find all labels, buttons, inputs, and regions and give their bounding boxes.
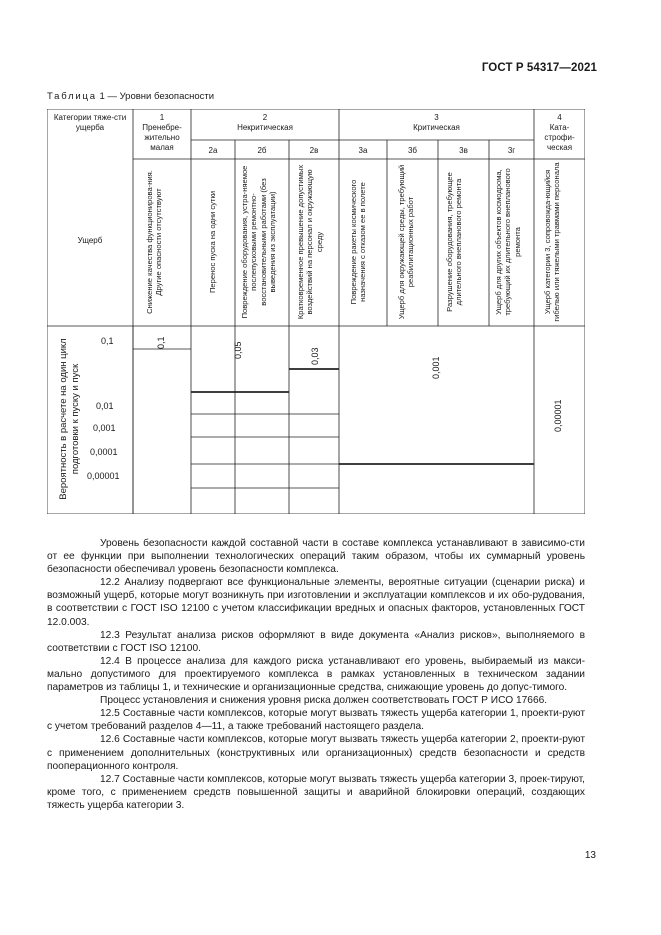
paragraph: 12.3 Результат анализа рисков оформляют в виде документа «Анализ рисков», выполняемого в соответствии с ГОСТ ISO 12100.	[47, 629, 585, 654]
safety-levels-table	[47, 109, 585, 514]
table-caption-title: — Уровни безопасности	[107, 91, 215, 102]
damage-desc-2b: Повреждение оборудования, устра-няемое послепусковыми ремонтно-восстановительными работами (без выведения из эксплуатации)	[240, 165, 278, 319]
category-1-name: Пренебре-жительно малая	[142, 123, 182, 152]
cell-value-cat4: 0,00001	[553, 399, 563, 432]
category-2-header	[193, 113, 337, 133]
probability-value: 0,00001	[87, 471, 120, 481]
paragraph: 12.5 Составные части комплексов, которые могут вызвать тяжесть ущерба категории 1, проекти-руют с учетом требований разделов 4—11, а также требований настоящего раздела.	[47, 708, 585, 733]
table-caption	[47, 91, 214, 102]
category-2-number: 2	[262, 113, 268, 122]
paragraph: 12.2 Анализу подвергают все функциональные элементы, вероятные ситуации (сценарии риска) и возможный ущерб, которые могут возникнуть при изготовлении и эксплуатации комплексов и их обо-рудования, в соответствии с ГОСТ ISO 12100 с учетом классификации вредных и опасных факторов, установленных ГОСТ 12.0.003.	[47, 577, 585, 628]
damage-desc-2a: Перенос пуска на одни сутки	[208, 190, 217, 294]
cell-value-cat3: 0,001	[431, 356, 441, 379]
body-text	[47, 537, 585, 812]
table-caption-number: 1	[99, 91, 105, 102]
category-1-header	[135, 113, 189, 153]
category-4-header	[536, 113, 583, 153]
damage-desc-3b: Ущерб для окружающей среды, требующий реабилитационных работ	[397, 164, 416, 320]
subcategory-2b: 2б	[257, 146, 267, 155]
paragraph: 12.6 Составные части комплексов, которые могут вызвать тяжесть ущерба категории 2, проекти-руют с применением дополнительных (конструктивных или организационных) средств безопасности и средств пооперационного контроля.	[47, 734, 585, 772]
probability-value: 0,001	[93, 423, 116, 433]
damage-desc-2v: Кратковременное превышение допустимых воздействий на персонал и окружающую среду	[296, 164, 324, 320]
subcategory-3a: 3а	[358, 146, 368, 155]
row-header-title: Категории тяже-сти ущерба	[53, 113, 127, 132]
table-caption-prefix: Таблица	[47, 91, 97, 102]
damage-desc-3g: Ущерб для других объектов космодрома, требующий их длительного внепланового ремонта	[494, 168, 522, 316]
damage-desc-3a: Повреждение ракеты космического назначения с отказом ее в полете	[349, 179, 368, 305]
probability-value: 0,0001	[90, 447, 118, 457]
probability-label: Вероятность в расчете на один цикл подготовки к пуску и пуск	[58, 338, 81, 500]
probability-value: 0,01	[96, 401, 114, 411]
subcategory-2a: 2а	[208, 146, 218, 155]
damage-desc-cat1: Снижение качества функционирова-ния. Другие опасности отсутствуют	[145, 170, 164, 314]
category-3-number: 3	[434, 113, 439, 122]
probability-value: 0,1	[101, 336, 114, 346]
cell-value-cat2v: 0,03	[310, 347, 320, 365]
document-standard-header: ГОСТ Р 54317—2021	[481, 62, 597, 74]
category-4-number: 4	[557, 113, 562, 122]
damage-desc-cat4: Ущерб категории 3, сопровожда-ющийся гибелью или тяжелыми травмами персонала	[543, 162, 562, 322]
subcategory-3b: 3б	[407, 146, 418, 155]
page-number: 13	[584, 850, 596, 861]
subcategory-3g: 3г	[507, 146, 516, 155]
paragraph: 12.4 В процессе анализа для каждого риска устанавливают его уровень, выбираемый из макси-мально допустимого для проектируемого комплекса в рамках установленных в техническом задании параметров из таблицы 1, и технические и организационные средства, снижающие уровень до допус-тимого.	[47, 655, 585, 694]
paragraph: Процесс установления и снижения уровня риска должен соответствовать ГОСТ Р ИСО 17666.	[100, 695, 548, 707]
paragraph: 12.7 Составные части комплексов, которые могут вызвать тяжесть ущерба категории 3, проек-тируют, кроме того, с применением средств повышенной защиты и аварийной блокировки операций, создающих тяжесть ущерба категории 3.	[47, 773, 585, 811]
category-3-name: Критическая	[413, 123, 460, 132]
category-1-number: 1	[159, 113, 165, 122]
subcategory-3v: 3в	[459, 146, 468, 155]
category-2-name: Некритическая	[237, 123, 293, 132]
subcategory-2v: 2в	[309, 146, 319, 155]
cell-value-cat1: 0,1	[156, 336, 166, 349]
damage-label: Ущерб	[77, 236, 103, 245]
category-4-name: Ката-строфи-ческая	[544, 123, 575, 152]
category-3-header	[341, 113, 532, 133]
paragraph: Уровень безопасности каждой составной части в составе комплекса устанавливают в зависимо-сти от ее функции при выполнении технологических операций таким образом, чтобы их суммарный уровень безопасности обеспечивал уровень безопасности комплекса.	[47, 538, 585, 576]
damage-desc-3v: Разрушение оборудования, требующее длительного внепланового ремонта	[445, 172, 464, 312]
cell-value-cat2ab: 0,05	[233, 341, 243, 359]
